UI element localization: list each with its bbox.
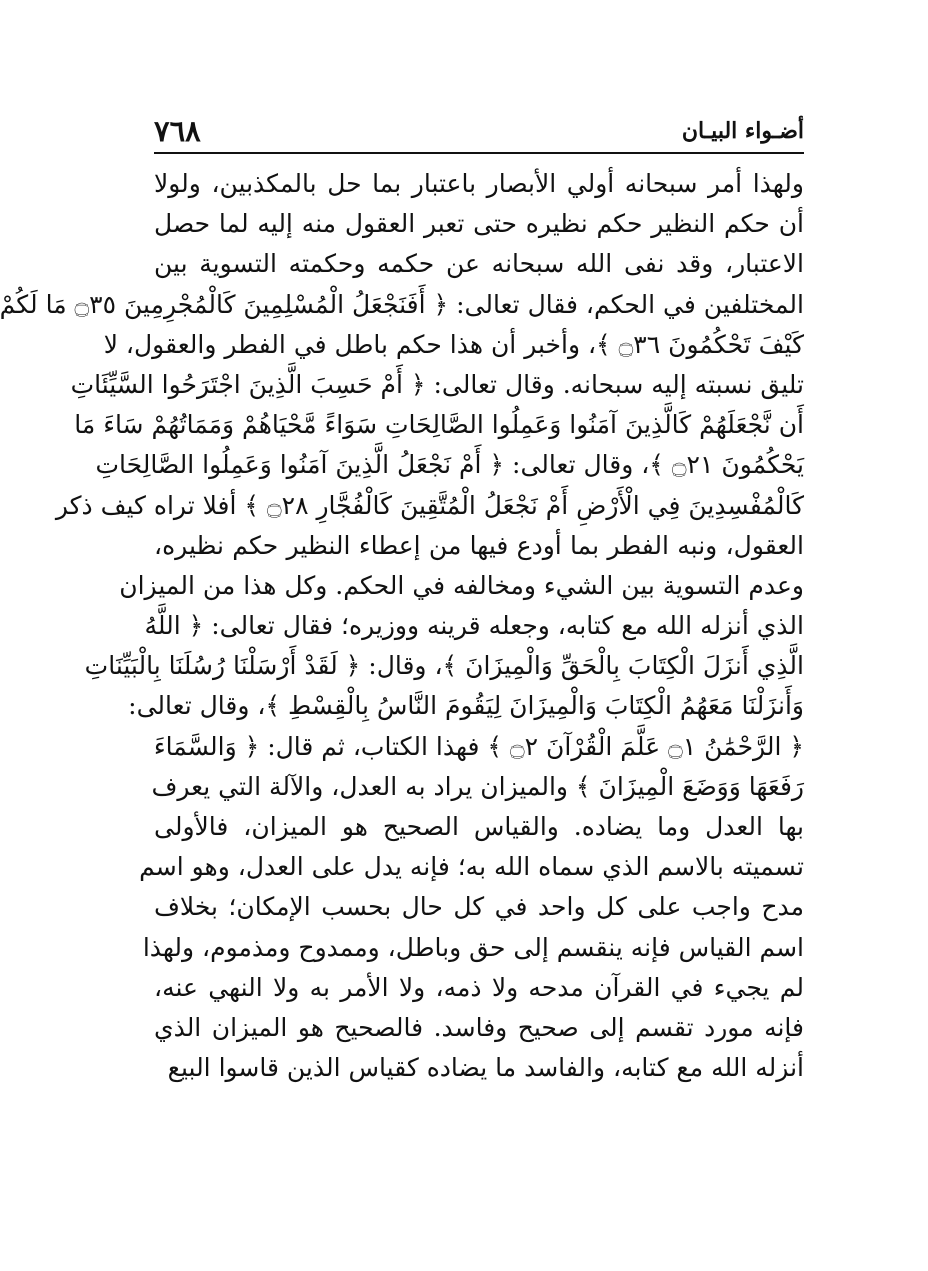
page-header bbox=[154, 100, 804, 154]
text-line: رَفَعَهَا وَوَضَعَ الْمِيزَانَ ﴾ والميزان يراد به العدل، والآلة التي يعرف bbox=[151, 771, 804, 801]
text-line: تسميته بالاسم الذي سماه الله به؛ فإنه يدل على العدل، وهو اسم bbox=[139, 852, 804, 882]
page-number: ٧٦٨ bbox=[154, 114, 201, 148]
text-line: بها العدل وما يضاده. والقياس الصحيح هو الميزان، فالأولى bbox=[154, 812, 804, 841]
text-line: وَأَنزَلْنَا مَعَهُمُ الْكِتَابَ وَالْمِيزَانَ لِيَقُومَ النَّاسُ بِالْقِسْطِ ﴾، وقال تعالى: bbox=[128, 691, 804, 721]
text-line: الذي أنزله الله مع كتابه، وجعله قرينه ووزيره؛ فقال تعالى: ﴿ اللَّهُ bbox=[144, 611, 804, 641]
book-title: أضـواء البيـان bbox=[681, 118, 804, 144]
text-line: وعدم التسوية بين الشيء ومخالفه في الحكم. وكل هذا من الميزان bbox=[119, 570, 804, 600]
text-line: العقول، ونبه الفطر بما أودع فيها من إعطاء النظير حكم نظيره، bbox=[154, 530, 804, 560]
text-line: اسم القياس فإنه ينقسم إلى حق وباطل، وممدوح ومذموم، ولهذا bbox=[142, 932, 804, 962]
text-line: كَيْفَ تَحْكُمُونَ ۝٣٦ ﴾، وأخبر أن هذا حكم باطل في الفطر والعقول، لا bbox=[103, 329, 804, 359]
text-line: أن حكم النظير حكم نظيره حتى تعبر العقول منه إليه لما حصل bbox=[154, 209, 804, 239]
text-line: أَن نَّجْعَلَهُمْ كَالَّذِينَ آمَنُوا وَعَمِلُوا الصَّالِحَاتِ سَوَاءً مَّحْيَاهُمْ وَمَمَاتُهُمْ سَاءَ مَا bbox=[74, 410, 804, 440]
book-page bbox=[0, 100, 804, 1220]
text-line: تليق نسبته إليه سبحانه. وقال تعالى: ﴿ أَمْ حَسِبَ الَّذِينَ اجْتَرَحُوا السَّيِّئَاتِ bbox=[70, 369, 804, 399]
text-line: فإنه مورد تقسم إلى صحيح وفاسد. فالصحيح هو الميزان الذي bbox=[154, 1012, 804, 1042]
page-body-text bbox=[0, 164, 804, 1088]
text-line: مدح واجب على كل واحد في كل حال بحسب الإمكان؛ بخلاف bbox=[154, 892, 804, 922]
text-line: المختلفين في الحكم، فقال تعالى: ﴿ أَفَنَجْعَلُ الْمُسْلِمِينَ كَالْمُجْرِمِينَ ۝٣٥ مَا لَكُمْ bbox=[0, 289, 804, 319]
text-line: الَّذِي أَنزَلَ الْكِتَابَ بِالْحَقِّ وَالْمِيزَانَ ﴾، وقال: ﴿ لَقَدْ أَرْسَلْنَا رُسُلَنَا بِالْبَيِّنَاتِ bbox=[84, 651, 804, 681]
text-line: كَالْمُفْسِدِينَ فِي الْأَرْضِ أَمْ نَجْعَلُ الْمُتَّقِينَ كَالْفُجَّارِ ۝٢٨ ﴾ أفلا تراه كيف ذكر bbox=[55, 490, 804, 520]
text-line: الاعتبار، وقد نفى الله سبحانه عن حكمه وحكمته التسوية بين bbox=[154, 249, 804, 279]
text-line: لم يجيء في القرآن مدحه ولا ذمه، ولا الأمر به ولا النهي عنه، bbox=[154, 972, 804, 1002]
text-line: يَحْكُمُونَ ۝٢١ ﴾، وقال تعالى: ﴿ أَمْ نَجْعَلُ الَّذِينَ آمَنُوا وَعَمِلُوا الصَّالِحَاتِ bbox=[95, 450, 804, 480]
text-line: ولهذا أمر سبحانه أولي الأبصار باعتبار بما حل بالمكذبين، ولولا bbox=[154, 169, 804, 198]
text-line: أنزله الله مع كتابه، والفاسد ما يضاده كقياس الذين قاسوا البيع bbox=[167, 1053, 804, 1083]
text-line: ﴿ الرَّحْمَٰنُ ۝١ عَلَّمَ الْقُرْآنَ ۝٢ ﴾ فهذا الكتاب، ثم قال: ﴿ وَالسَّمَاءَ bbox=[153, 731, 804, 761]
